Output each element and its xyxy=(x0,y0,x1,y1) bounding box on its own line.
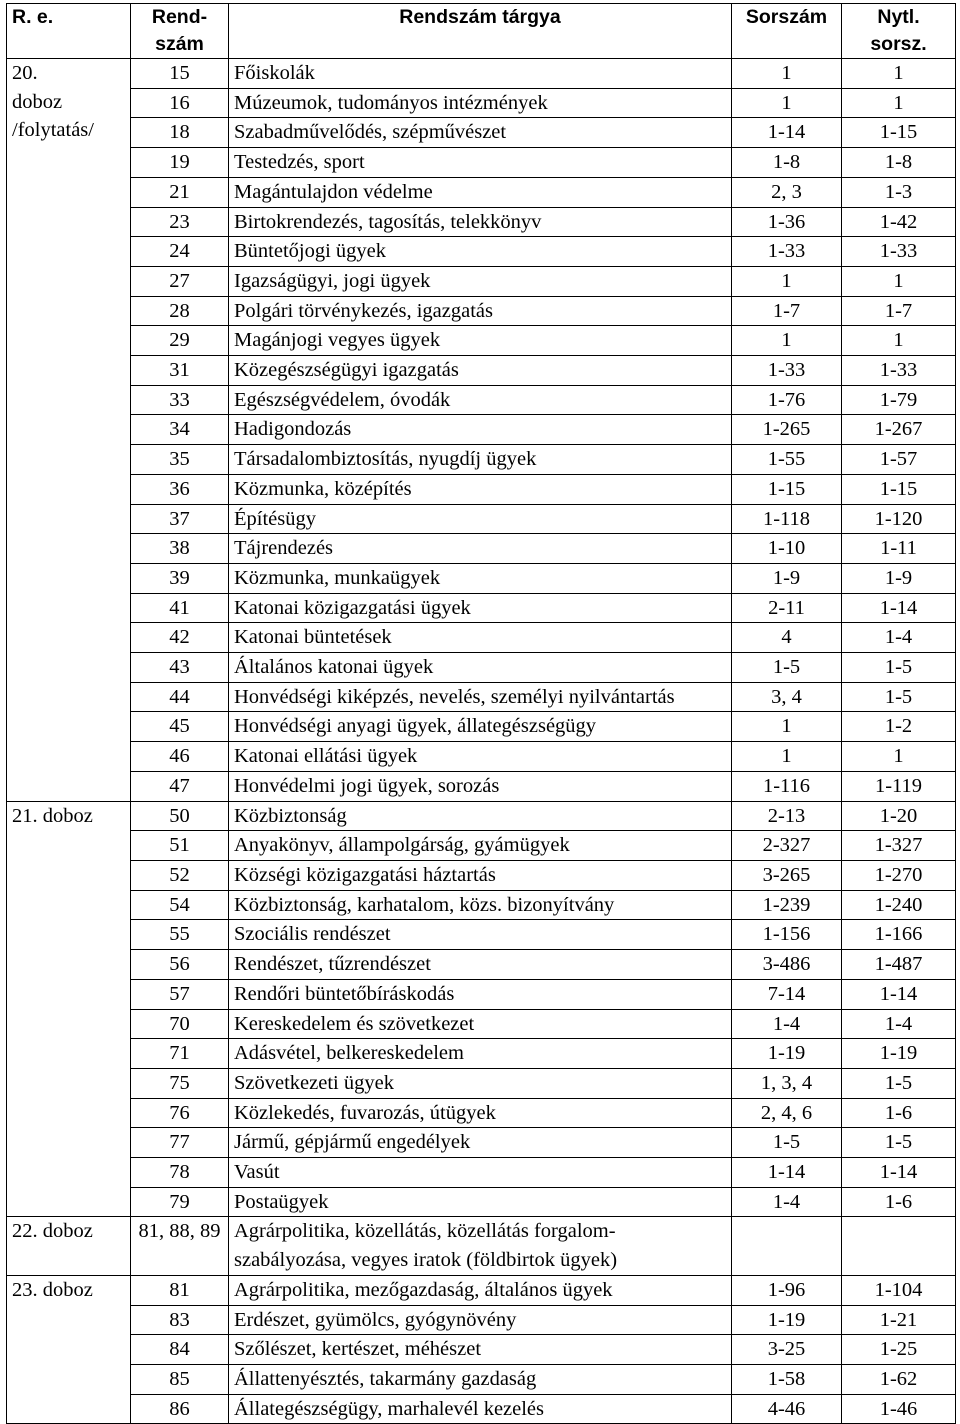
rendszam-cell: 24 xyxy=(131,237,229,267)
table-row xyxy=(7,950,956,980)
table-row xyxy=(7,623,956,653)
rendszam-cell: 39 xyxy=(131,563,229,593)
sorszam-cell: 2-11 xyxy=(732,593,842,623)
rendszam-cell: 41 xyxy=(131,593,229,623)
rendszam-cell: 79 xyxy=(131,1187,229,1217)
box-label-line: 22. doboz xyxy=(12,1220,93,1243)
nytl-cell: 1-11 xyxy=(842,534,956,564)
sorszam-cell: 1-58 xyxy=(732,1364,842,1394)
subject-cell: Állattenyésztés, takarmány gazdaság xyxy=(229,1364,732,1394)
box-label-line: /folytatás/ xyxy=(12,119,94,142)
sorszam-cell: 1-7 xyxy=(732,296,842,326)
rendszam-cell: 77 xyxy=(131,1128,229,1158)
header-rendszam-line1: Rend- xyxy=(151,6,208,28)
subject-cell: Szőlészet, kertészet, méhészet xyxy=(229,1335,732,1365)
subject-cell: Katonai közigazgatási ügyek xyxy=(229,593,732,623)
nytl-cell: 1 xyxy=(842,742,956,772)
sorszam-cell: 2-13 xyxy=(732,801,842,831)
subject-cell: Kereskedelem és szövetkezet xyxy=(229,1009,732,1039)
nytl-cell: 1-327 xyxy=(842,831,956,861)
table-row xyxy=(7,831,956,861)
nytl-cell: 1-57 xyxy=(842,445,956,475)
header-targy: Rendszám tárgya xyxy=(229,4,732,59)
table-row xyxy=(7,177,956,207)
sorszam-cell: 1-19 xyxy=(732,1039,842,1069)
rendszam-cell: 28 xyxy=(131,296,229,326)
subject-cell: Adásvétel, belkereskedelem xyxy=(229,1039,732,1069)
box-label-line: 20. xyxy=(12,62,38,84)
sorszam-cell: 2, 4, 6 xyxy=(732,1098,842,1128)
rendszam-cell: 34 xyxy=(131,415,229,445)
nytl-cell: 1-15 xyxy=(842,118,956,148)
table-row xyxy=(7,1217,956,1275)
sorszam-cell: 1-14 xyxy=(732,118,842,148)
sorszam-cell: 1-19 xyxy=(732,1305,842,1335)
rendszam-cell: 70 xyxy=(131,1009,229,1039)
sorszam-cell: 7-14 xyxy=(732,979,842,1009)
subject-cell: Rendőri büntetőbíráskodás xyxy=(229,979,732,1009)
subject-cell: Magánjogi vegyes ügyek xyxy=(229,326,732,356)
nytl-cell: 1-240 xyxy=(842,890,956,920)
table-row xyxy=(7,1187,956,1217)
nytl-cell: 1-9 xyxy=(842,563,956,593)
box-label xyxy=(7,801,131,1217)
rendszam-cell: 38 xyxy=(131,534,229,564)
sorszam-cell: 3, 4 xyxy=(732,682,842,712)
rendszam-cell: 86 xyxy=(131,1394,229,1424)
rendszam-cell: 21 xyxy=(131,177,229,207)
rendszam-cell: 46 xyxy=(131,742,229,772)
table-row xyxy=(7,1039,956,1069)
subject-cell: Főiskolák xyxy=(229,59,732,89)
sorszam-cell: 1-33 xyxy=(732,356,842,386)
nytl-cell: 1-120 xyxy=(842,504,956,534)
rendszam-cell: 51 xyxy=(131,831,229,861)
nytl-cell: 1-4 xyxy=(842,623,956,653)
subject-cell: Polgári törvénykezés, igazgatás xyxy=(229,296,732,326)
subject-cell: Katonai büntetések xyxy=(229,623,732,653)
subject-cell: Erdészet, gyümölcs, gyógynövény xyxy=(229,1305,732,1335)
subject-cell: Igazságügyi, jogi ügyek xyxy=(229,266,732,296)
sorszam-cell: 4 xyxy=(732,623,842,653)
rendszam-cell: 15 xyxy=(131,59,229,89)
sorszam-cell: 1-4 xyxy=(732,1187,842,1217)
rendszam-cell: 23 xyxy=(131,207,229,237)
sorszam-cell: 1-118 xyxy=(732,504,842,534)
table-row xyxy=(7,415,956,445)
header-nytl-line2: sorsz. xyxy=(870,33,927,55)
sorszam-cell: 1-9 xyxy=(732,563,842,593)
header-rendszam xyxy=(131,4,229,59)
rendszam-cell: 50 xyxy=(131,801,229,831)
sorszam-cell: 1-55 xyxy=(732,445,842,475)
subject-cell: Postaügyek xyxy=(229,1187,732,1217)
table-row xyxy=(7,385,956,415)
table-row xyxy=(7,148,956,178)
subject-cell: Tájrendezés xyxy=(229,534,732,564)
rendszam-cell: 83 xyxy=(131,1305,229,1335)
sorszam-cell: 1-10 xyxy=(732,534,842,564)
sorszam-cell: 3-25 xyxy=(732,1335,842,1365)
nytl-cell: 1-270 xyxy=(842,860,956,890)
sorszam-cell: 1-239 xyxy=(732,890,842,920)
table-row xyxy=(7,920,956,950)
rendszam-cell: 81, 88, 89 xyxy=(131,1217,229,1275)
rendszam-cell: 57 xyxy=(131,979,229,1009)
header-re: R. e. xyxy=(7,4,131,59)
rendszam-cell: 44 xyxy=(131,682,229,712)
sorszam-cell: 2, 3 xyxy=(732,177,842,207)
nytl-cell: 1-267 xyxy=(842,415,956,445)
sorszam-cell: 1-8 xyxy=(732,148,842,178)
subject-cell: Egészségvédelem, óvodák xyxy=(229,385,732,415)
sorszam-cell: 1, 3, 4 xyxy=(732,1068,842,1098)
rendszam-cell: 18 xyxy=(131,118,229,148)
nytl-cell: 1-62 xyxy=(842,1364,956,1394)
nytl-cell: 1-46 xyxy=(842,1394,956,1424)
nytl-cell: 1-6 xyxy=(842,1098,956,1128)
subject-cell: Általános katonai ügyek xyxy=(229,653,732,683)
sorszam-cell: 1-116 xyxy=(732,771,842,801)
table-row xyxy=(7,1098,956,1128)
nytl-cell: 1-4 xyxy=(842,1009,956,1039)
nytl-cell: 1 xyxy=(842,326,956,356)
rendszam-cell: 35 xyxy=(131,445,229,475)
sorszam-cell: 1 xyxy=(732,59,842,89)
nytl-cell: 1 xyxy=(842,266,956,296)
rendszam-cell: 54 xyxy=(131,890,229,920)
table-row xyxy=(7,1305,956,1335)
archive-inventory-table xyxy=(6,3,956,1424)
sorszam-cell: 3-265 xyxy=(732,860,842,890)
rendszam-cell: 55 xyxy=(131,920,229,950)
nytl-cell: 1-5 xyxy=(842,653,956,683)
subject-cell: Honvédelmi jogi ügyek, sorozás xyxy=(229,771,732,801)
subject-cell: Birtokrendezés, tagosítás, telekkönyv xyxy=(229,207,732,237)
table-row xyxy=(7,504,956,534)
subject-cell: Közmunka, munkaügyek xyxy=(229,563,732,593)
rendszam-cell: 31 xyxy=(131,356,229,386)
subject-cell: Községi közigazgatási háztartás xyxy=(229,860,732,890)
subject-cell: Múzeumok, tudományos intézmények xyxy=(229,88,732,118)
nytl-cell: 1-20 xyxy=(842,801,956,831)
rendszam-cell: 16 xyxy=(131,88,229,118)
rendszam-cell: 56 xyxy=(131,950,229,980)
header-nytl-line1: Nytl. xyxy=(877,6,920,28)
subject-cell: Hadigondozás xyxy=(229,415,732,445)
sorszam-cell: 1-5 xyxy=(732,1128,842,1158)
table-row xyxy=(7,860,956,890)
subject-cell: Honvédségi anyagi ügyek, állategészségügy xyxy=(229,712,732,742)
nytl-cell: 1-119 xyxy=(842,771,956,801)
rendszam-cell: 84 xyxy=(131,1335,229,1365)
rendszam-cell: 47 xyxy=(131,771,229,801)
rendszam-cell: 75 xyxy=(131,1068,229,1098)
sorszam-cell: 1-4 xyxy=(732,1009,842,1039)
table-row xyxy=(7,474,956,504)
nytl-cell: 1-19 xyxy=(842,1039,956,1069)
nytl-cell: 1-487 xyxy=(842,950,956,980)
sorszam-cell: 1 xyxy=(732,88,842,118)
rendszam-cell: 37 xyxy=(131,504,229,534)
table-row xyxy=(7,534,956,564)
table-row xyxy=(7,266,956,296)
rendszam-cell: 76 xyxy=(131,1098,229,1128)
sorszam-cell: 1-5 xyxy=(732,653,842,683)
table-row xyxy=(7,326,956,356)
table-row xyxy=(7,207,956,237)
table-header xyxy=(7,4,956,59)
subject-cell: Építésügy xyxy=(229,504,732,534)
rendszam-cell: 81 xyxy=(131,1275,229,1305)
nytl-cell: 1-5 xyxy=(842,1068,956,1098)
table-row xyxy=(7,742,956,772)
rendszam-cell: 27 xyxy=(131,266,229,296)
table-row xyxy=(7,296,956,326)
subject-cell: Közbiztonság, karhatalom, közs. bizonyítvány xyxy=(229,890,732,920)
sorszam-cell: 2-327 xyxy=(732,831,842,861)
nytl-cell: 1-21 xyxy=(842,1305,956,1335)
sorszam-cell: 1-15 xyxy=(732,474,842,504)
sorszam-cell: 1-76 xyxy=(732,385,842,415)
nytl-cell: 1-2 xyxy=(842,712,956,742)
table-row xyxy=(7,1128,956,1158)
nytl-cell: 1 xyxy=(842,59,956,89)
sorszam-cell xyxy=(732,1217,842,1275)
table-row xyxy=(7,59,956,89)
nytl-cell: 1-7 xyxy=(842,296,956,326)
header-sorszam: Sorszám xyxy=(732,4,842,59)
subject-cell: Honvédségi kiképzés, nevelés, személyi nyilvántartás xyxy=(229,682,732,712)
nytl-cell: 1-6 xyxy=(842,1187,956,1217)
table-row xyxy=(7,979,956,1009)
table-row xyxy=(7,1158,956,1188)
box-label-line: 21. doboz xyxy=(12,804,93,827)
rendszam-cell: 19 xyxy=(131,148,229,178)
table-row xyxy=(7,593,956,623)
table-row xyxy=(7,237,956,267)
sorszam-cell: 1-36 xyxy=(732,207,842,237)
subject-cell: Testedzés, sport xyxy=(229,148,732,178)
table-row xyxy=(7,1335,956,1365)
subject-cell: Társadalombiztosítás, nyugdíj ügyek xyxy=(229,445,732,475)
nytl-cell: 1-25 xyxy=(842,1335,956,1365)
box-label-line: doboz xyxy=(12,90,63,113)
table-row xyxy=(7,1009,956,1039)
table-body xyxy=(7,59,956,1424)
sorszam-cell: 1-33 xyxy=(732,237,842,267)
nytl-cell: 1-5 xyxy=(842,682,956,712)
table-row xyxy=(7,1364,956,1394)
subject-cell: Közmunka, középítés xyxy=(229,474,732,504)
sorszam-cell: 1 xyxy=(732,742,842,772)
table-row xyxy=(7,682,956,712)
rendszam-cell: 85 xyxy=(131,1364,229,1394)
rendszam-cell: 78 xyxy=(131,1158,229,1188)
subject-cell: Vasút xyxy=(229,1158,732,1188)
sorszam-cell: 1-14 xyxy=(732,1158,842,1188)
sorszam-cell: 1 xyxy=(732,712,842,742)
nytl-cell xyxy=(842,1217,956,1275)
table-row xyxy=(7,771,956,801)
table-row xyxy=(7,1394,956,1424)
sorszam-cell: 4-46 xyxy=(732,1394,842,1424)
nytl-cell: 1-15 xyxy=(842,474,956,504)
nytl-cell: 1-8 xyxy=(842,148,956,178)
rendszam-cell: 42 xyxy=(131,623,229,653)
subject-cell: Rendészet, tűzrendészet xyxy=(229,950,732,980)
rendszam-cell: 33 xyxy=(131,385,229,415)
nytl-cell: 1-14 xyxy=(842,593,956,623)
rendszam-cell: 36 xyxy=(131,474,229,504)
table-row xyxy=(7,445,956,475)
subject-cell: Jármű, gépjármű engedélyek xyxy=(229,1128,732,1158)
sorszam-cell: 1-265 xyxy=(732,415,842,445)
nytl-cell: 1-79 xyxy=(842,385,956,415)
sorszam-cell: 1 xyxy=(732,266,842,296)
table-row xyxy=(7,653,956,683)
table-row xyxy=(7,1275,956,1305)
table-row xyxy=(7,801,956,831)
rendszam-cell: 45 xyxy=(131,712,229,742)
subject-cell: Anyakönyv, állampolgárság, gyámügyek xyxy=(229,831,732,861)
nytl-cell: 1-33 xyxy=(842,237,956,267)
sorszam-cell: 1 xyxy=(732,326,842,356)
table-row xyxy=(7,563,956,593)
subject-cell: Büntetőjogi ügyek xyxy=(229,237,732,267)
box-label-line: 23. doboz xyxy=(12,1278,93,1301)
nytl-cell: 1-14 xyxy=(842,979,956,1009)
rendszam-cell: 29 xyxy=(131,326,229,356)
table-row xyxy=(7,356,956,386)
nytl-cell: 1-3 xyxy=(842,177,956,207)
sorszam-cell: 1-96 xyxy=(732,1275,842,1305)
table-row xyxy=(7,118,956,148)
nytl-cell: 1-33 xyxy=(842,356,956,386)
sorszam-cell: 3-486 xyxy=(732,950,842,980)
box-label xyxy=(7,1217,131,1275)
subject-cell: Szabadművelődés, szépművészet xyxy=(229,118,732,148)
table-row xyxy=(7,1068,956,1098)
box-label xyxy=(7,59,131,802)
table-row xyxy=(7,712,956,742)
header-nytl xyxy=(842,4,956,59)
header-rendszam-line2: szám xyxy=(155,33,204,55)
rendszam-cell: 43 xyxy=(131,653,229,683)
subject-cell: Állategészségügy, marhalevél kezelés xyxy=(229,1394,732,1424)
rendszam-cell: 52 xyxy=(131,860,229,890)
nytl-cell: 1-14 xyxy=(842,1158,956,1188)
subject-cell: Magántulajdon védelme xyxy=(229,177,732,207)
box-label xyxy=(7,1275,131,1424)
nytl-cell: 1-42 xyxy=(842,207,956,237)
sorszam-cell: 1-156 xyxy=(732,920,842,950)
nytl-cell: 1 xyxy=(842,88,956,118)
subject-cell: Szociális rendészet xyxy=(229,920,732,950)
subject-cell: Agrárpolitika, közellátás, közellátás forgalom-szabályozása, vegyes iratok (földbirtok ügyek) xyxy=(229,1217,732,1275)
nytl-cell: 1-166 xyxy=(842,920,956,950)
table-row xyxy=(7,890,956,920)
subject-cell: Közegészségügyi igazgatás xyxy=(229,356,732,386)
subject-cell: Közlekedés, fuvarozás, útügyek xyxy=(229,1098,732,1128)
rendszam-cell: 71 xyxy=(131,1039,229,1069)
subject-cell: Szövetkezeti ügyek xyxy=(229,1068,732,1098)
subject-cell: Agrárpolitika, mezőgazdaság, általános ügyek xyxy=(229,1275,732,1305)
subject-cell: Közbiztonság xyxy=(229,801,732,831)
nytl-cell: 1-5 xyxy=(842,1128,956,1158)
nytl-cell: 1-104 xyxy=(842,1275,956,1305)
table-row xyxy=(7,88,956,118)
subject-cell: Katonai ellátási ügyek xyxy=(229,742,732,772)
